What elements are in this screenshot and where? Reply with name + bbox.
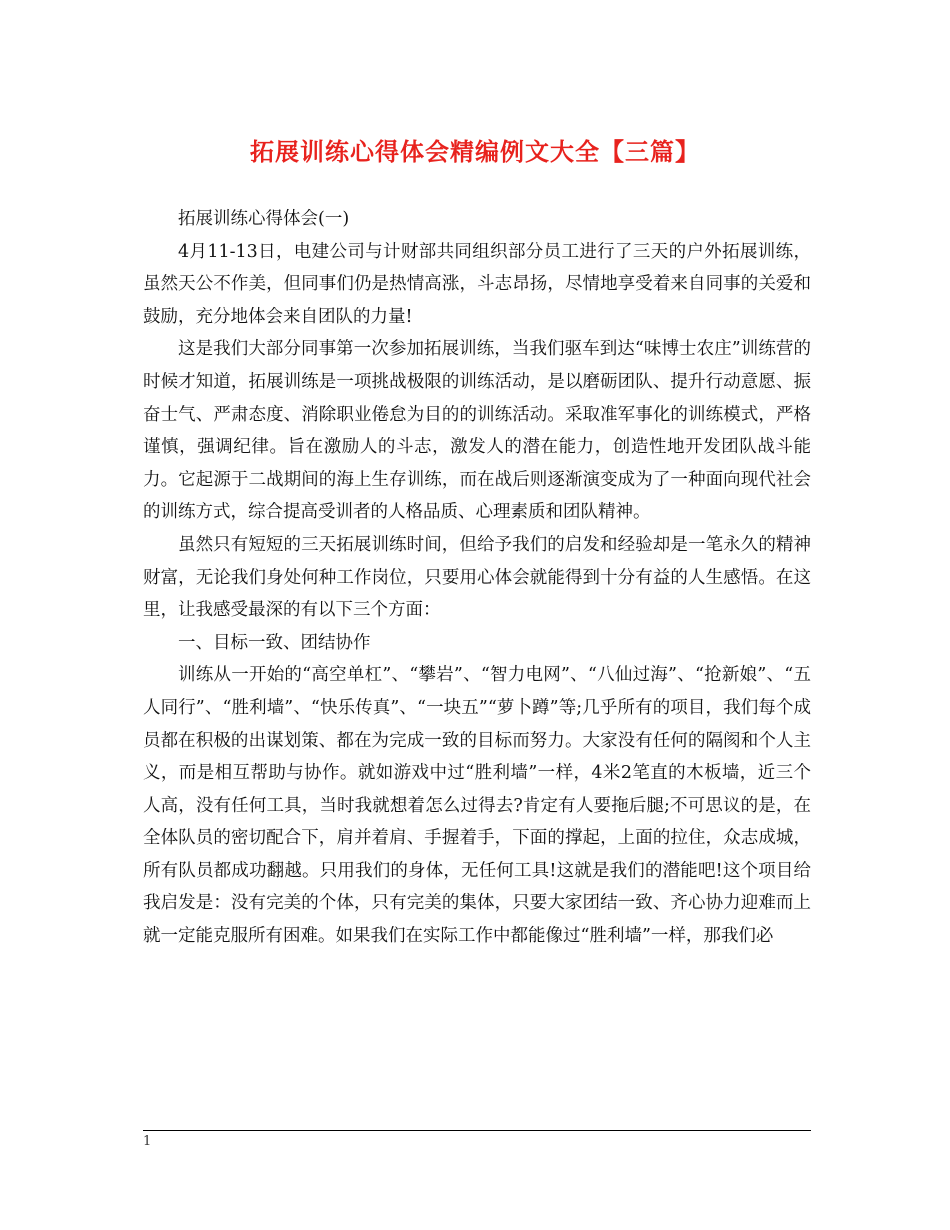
document-title: 拓展训练心得体会精编例文大全【三篇】 bbox=[250, 137, 700, 166]
document-body bbox=[143, 203, 811, 953]
paragraph: 训练从一开始的“高空单杠”、“攀岩”、“智力电网”、“八仙过海”、“抢新娘”、“五人同行”、“胜利墙”、“快乐传真”、“一块五”“萝卜蹲”等;几乎所有的项目，我们每个成员都在积极的出谋划策、都在为完成一致的目标而努力。大家没有任何的隔阂和个人主义，而是相互帮助与协作。就如游戏中过“胜利墙”一样，4米2笔直的木板墙，近三个人高，没有任何工具，当时我就想着怎么过得去?肯定有人要拖后腿;不可思议的是，在全体队员的密切配合下，肩并着肩、手握着手，下面的撑起，上面的拉住，众志成城，所有队员都成功翻越。只用我们的身体，无任何工具!这就是我们的潜能吧!这个项目给我启发是：没有完美的个体，只有完美的集体，只要大家团结一致、齐心协力迎难而上就一定能克服所有困难。如果我们在实际工作中都能像过“胜利墙”一样，那我们必 bbox=[143, 665, 811, 947]
paragraph: 4月11-13日，电建公司与计财部共同组织部分员工进行了三天的户外拓展训练，虽然天公不作美，但同事们仍是热情高涨，斗志昂扬，尽情地享受着来自同事的关爱和鼓励，充分地体会来自团队的力量! bbox=[143, 241, 811, 327]
section-heading: 拓展训练心得体会(一) bbox=[178, 209, 350, 229]
footer-divider bbox=[143, 1130, 811, 1131]
paragraph: 这是我们大部分同事第一次参加拓展训练，当我们驱车到达“味博士农庄”训练营的时候才知道，拓展训练是一项挑战极限的训练活动，是以磨砺团队、提升行动意愿、振奋士气、严肃态度、消除职业倦怠为目的的训练活动。采取准军事化的训练模式，严格谨慎，强调纪律。旨在激励人的斗志，激发人的潜在能力，创造性地开发团队战斗能力。它起源于二战期间的海上生存训练，而在战后则逐渐演变成为了一种面向现代社会的训练方式，综合提高受训者的人格品质、心理素质和团队精神。 bbox=[143, 339, 811, 523]
subsection-heading: 一、目标一致、团结协作 bbox=[178, 632, 371, 653]
paragraph: 虽然只有短短的三天拓展训练时间，但给予我们的启发和经验却是一笔永久的精神财富，无论我们身处何种工作岗位，只要用心体会就能得到十分有益的人生感悟。在这里，让我感受最深的有以下三个方面： bbox=[143, 534, 811, 621]
page-number: 1 bbox=[143, 1134, 152, 1149]
